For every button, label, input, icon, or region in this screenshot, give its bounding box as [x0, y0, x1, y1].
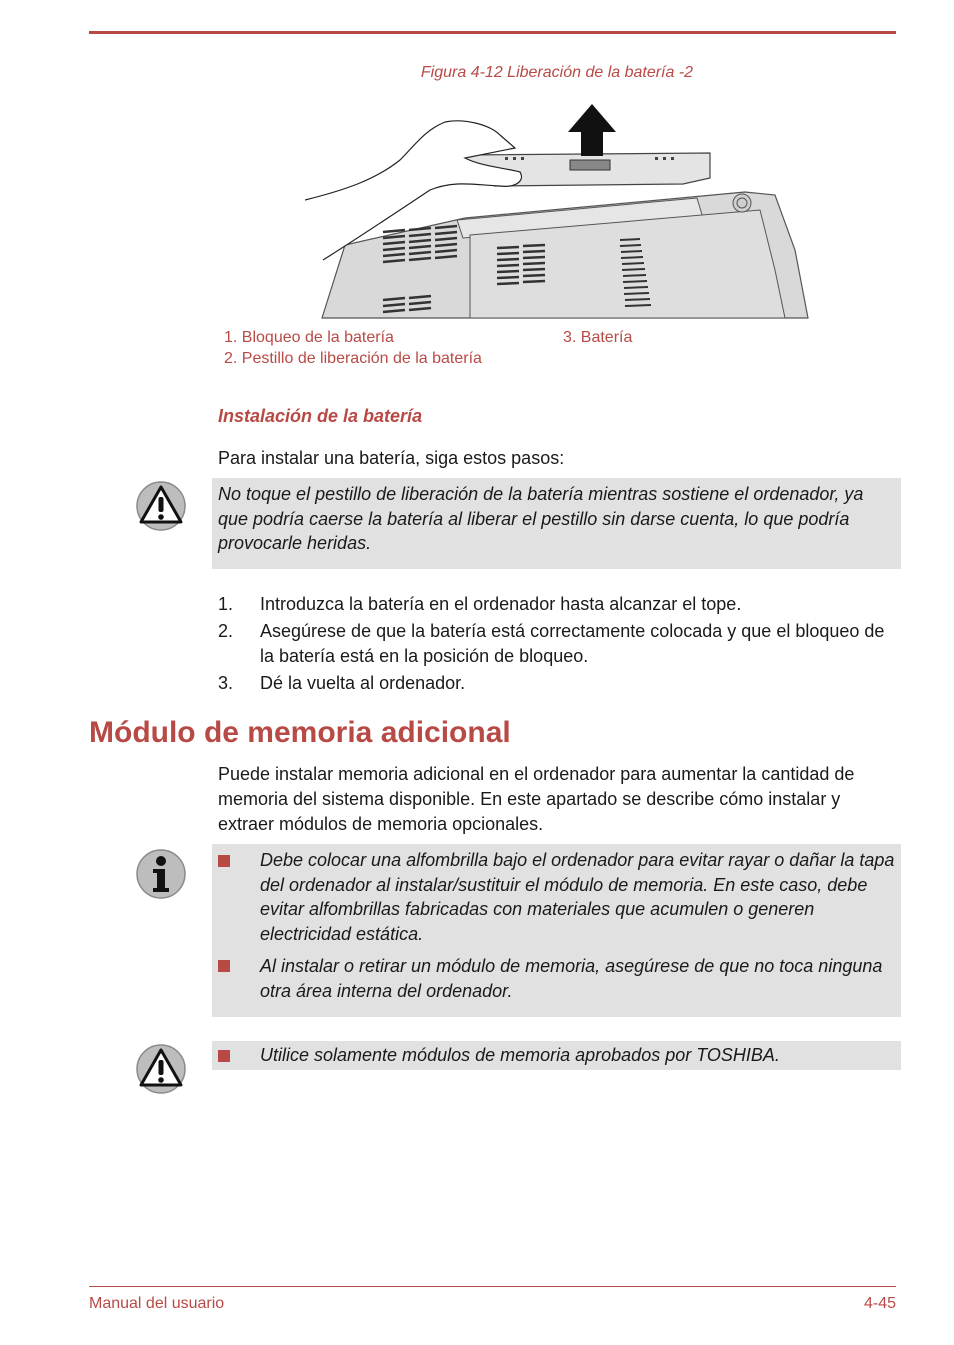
info-icon	[135, 848, 187, 900]
figure-caption: Figura 4-12 Liberación de la batería -2	[420, 64, 694, 81]
step-text: Dé la vuelta al ordenador.	[260, 673, 466, 693]
step-text: Asegúrese de que la batería está correctamente colocada y que el bloqueo de la batería está en la posición de bloqueo.	[260, 621, 885, 666]
install-steps-list	[218, 592, 900, 698]
bullet-icon	[218, 1050, 230, 1062]
warning-icon	[135, 480, 187, 532]
warning-item-1: Utilice solamente módulos de memoria aprobados por TOSHIBA.	[260, 1045, 780, 1065]
step-number: 3.	[218, 673, 234, 693]
battery-release-illustration	[305, 100, 810, 320]
bullet-icon	[218, 855, 230, 867]
legend-item-1: 1. Bloqueo de la batería	[224, 329, 394, 346]
header-rule	[89, 31, 896, 34]
step-text: Introduzca la batería en el ordenador hasta alcanzar el tope.	[260, 594, 742, 614]
install-intro: Para instalar una batería, siga estos pasos:	[218, 448, 565, 468]
step-number: 2.	[218, 621, 234, 641]
legend-item-2: 2. Pestillo de liberación de la batería	[224, 350, 482, 367]
warning-icon	[135, 1043, 187, 1095]
section-title: Módulo de memoria adicional	[89, 716, 511, 749]
legend-item-3: 3. Batería	[563, 329, 633, 346]
bullet-icon	[218, 960, 230, 972]
warning-note	[212, 478, 901, 569]
install-heading: Instalación de la batería	[218, 406, 423, 426]
warning-text: No toque el pestillo de liberación de la batería mientras sostiene el ordenador, ya que podría caerse la batería al liberar el pestillo sin darse cuenta, lo que podría provocarle heridas.	[218, 484, 864, 553]
warning-note-memory	[212, 1041, 901, 1070]
footer-title: Manual del usuario	[89, 1295, 225, 1312]
memory-intro: Puede instalar memoria adicional en el ordenador para aumentar la cantidad de memoria del sistema disponible. En este apartado se describe cómo instalar y extraer módulos de memoria opcionales.	[218, 764, 855, 834]
list-item	[218, 671, 900, 696]
info-item-1: Debe colocar una alfombrilla bajo el ordenador para evitar rayar o dañar la tapa del ordenador al instalar/sustituir el módulo de memoria. En este caso, debe evitar alfombrillas fabricadas con materiales que acumulen o generen electricidad estática.	[260, 850, 895, 944]
info-item-2: Al instalar o retirar un módulo de memoria, asegúrese de que no toca ninguna otra área interna del ordenador.	[260, 956, 883, 1001]
footer-rule	[89, 1286, 896, 1287]
page-number: 4-45	[863, 1295, 896, 1312]
list-item	[218, 619, 900, 669]
info-note	[212, 844, 901, 1017]
list-item	[218, 592, 900, 617]
step-number: 1.	[218, 594, 234, 614]
